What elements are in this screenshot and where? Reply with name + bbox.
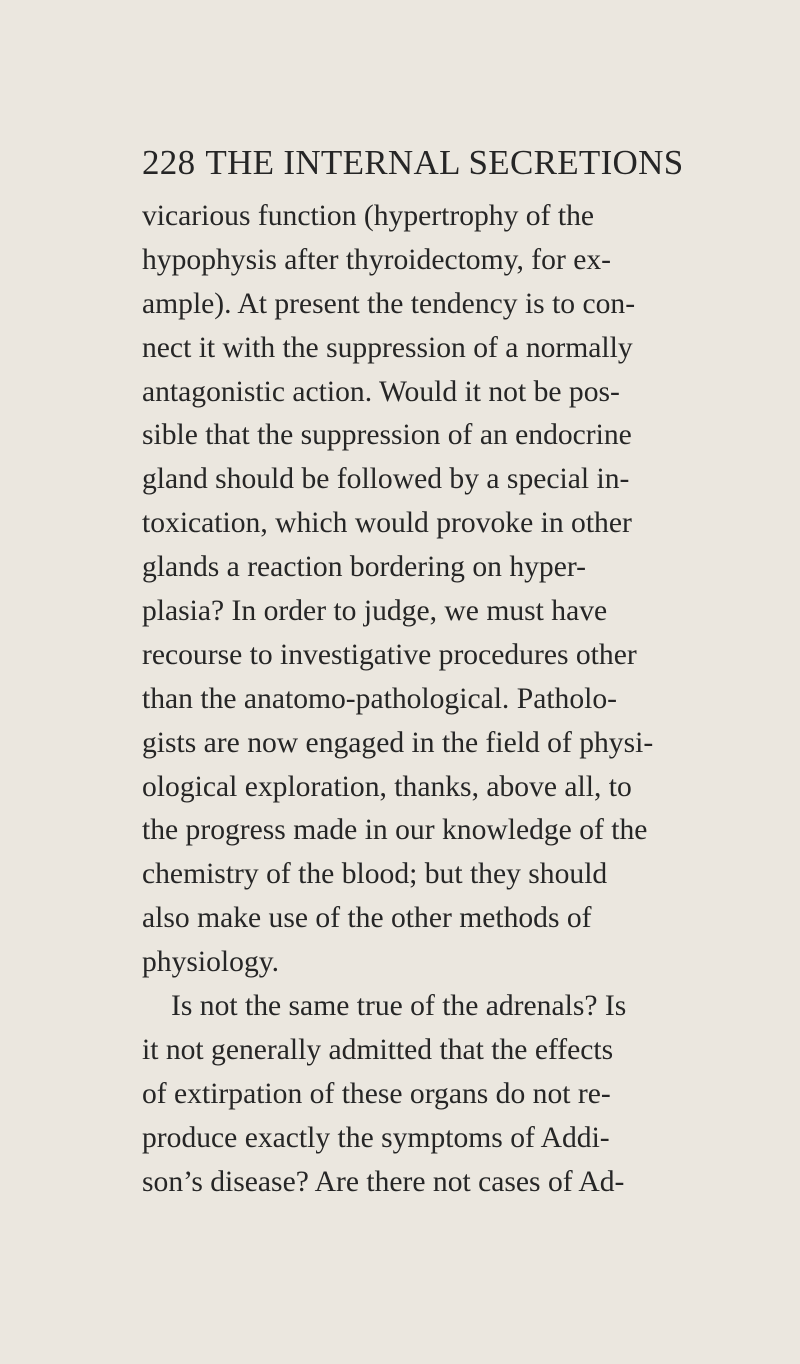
text-line: gland should be followed by a special in- [142,463,630,496]
text-line: nect it with the suppression of a normally [142,331,633,364]
text-line: ological exploration, thanks, above all, to [142,770,632,803]
text-line: it not generally admitted that the effects [142,1033,614,1066]
text-line: of extirpation of these organs do not re- [142,1077,611,1110]
text-line: antagonistic action. Would it not be pos- [142,375,620,408]
text-line: vicarious function (hypertrophy of the [142,200,594,232]
running-title: THE INTERNAL SECRETIONS [205,143,684,182]
text-line: than the anatomo-pathological. Patholo- [142,682,618,715]
text-line: ample). At present the tendency is to con- [142,287,636,320]
text-line: chemistry of the blood; but they should [142,858,608,891]
text-line: hypophysis after thyroidectomy, for ex- [142,243,611,276]
running-head [142,143,762,183]
text-line: produce exactly the symptoms of Addi- [142,1121,610,1154]
text-line: physiology. [142,946,280,979]
body-text [142,195,782,1204]
text-line: also make use of the other methods of [142,902,592,935]
text-line: glands a reaction bordering on hyper- [142,551,586,584]
text-line: recourse to investigative procedures other [142,638,637,671]
text-line: toxication, which would provoke in other [142,507,632,540]
text-line: sible that the suppression of an endocrine [142,419,632,452]
text-line: gists are now engaged in the field of physi- [142,726,654,759]
text-line: son’s disease? Are there not cases of Ad- [142,1165,625,1198]
text-line: plasia? In order to judge, we must have [142,595,608,628]
text-line: the progress made in our knowledge of the [142,814,648,847]
page-number: 228 [142,143,196,182]
text-line: Is not the same true of the adrenals? Is [171,990,627,1023]
